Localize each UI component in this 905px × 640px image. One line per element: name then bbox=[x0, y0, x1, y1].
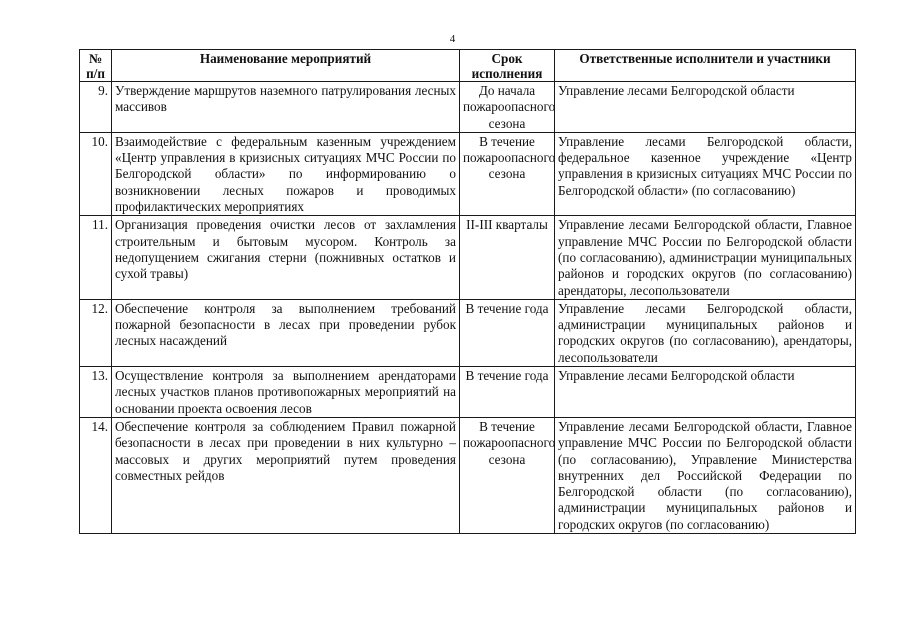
header-number: № п/п bbox=[80, 50, 112, 82]
row-number: 14. bbox=[80, 417, 112, 533]
row-responsible: Управление лесами Белгородской области, Главное управление МЧС России по Белгородской области (по согласованию), Управление Министерства внутренних дел Российской Федерации по Белгородской области (по согласованию), администрации муниципальных районов и городских округов (по согласованию) bbox=[555, 417, 856, 533]
table-row bbox=[80, 299, 856, 366]
row-measure-name: Осуществление контроля за выполнением арендаторами лесных участков планов противопожарных мероприятий на основании проекта освоения лесов bbox=[112, 367, 460, 418]
row-measure-name: Утверждение маршрутов наземного патрулирования лесных массивов bbox=[112, 82, 460, 133]
row-deadline: В течение пожароопасного сезона bbox=[460, 132, 555, 215]
row-responsible: Управление лесами Белгородской области, федеральное казенное учреждение «Центр управления в кризисных ситуациях МЧС России по Белгородской области» (по согласованию) bbox=[555, 132, 856, 215]
header-deadline: Срок исполнения bbox=[460, 50, 555, 82]
row-number: 9. bbox=[80, 82, 112, 133]
row-number: 13. bbox=[80, 367, 112, 418]
row-measure-name: Организация проведения очистки лесов от захламления строительным и бытовым мусором. Контроль за недопущением сжигания стерни (пожнивных остатков и сухой травы) bbox=[112, 216, 460, 299]
table-row bbox=[80, 132, 856, 215]
row-responsible: Управление лесами Белгородской области, администрации муниципальных районов и городских округов (по согласованию), арендаторы, лесопользователи bbox=[555, 299, 856, 366]
table-row bbox=[80, 367, 856, 418]
row-deadline: В течение года bbox=[460, 367, 555, 418]
page-number: 4 bbox=[449, 33, 456, 45]
row-responsible: Управление лесами Белгородской области bbox=[555, 367, 856, 418]
row-responsible: Управление лесами Белгородской области bbox=[555, 82, 856, 133]
row-deadline: II-III кварталы bbox=[460, 216, 555, 299]
row-responsible: Управление лесами Белгородской области, Главное управление МЧС России по Белгородской области (по согласованию), администрации муниципальных районов и городских округов (по согласованию) арендаторы, лесопользователи bbox=[555, 216, 856, 299]
row-measure-name: Взаимодействие с федеральным казенным учреждением «Центр управления в кризисных ситуациях МЧС России по Белгородской области» по информированию о возникновении лесных пожаров и проводимых профилактических мероприятиях bbox=[112, 132, 460, 215]
header-measure-name: Наименование мероприятий bbox=[112, 50, 460, 82]
table-header-row bbox=[80, 50, 856, 82]
row-measure-name: Обеспечение контроля за выполнением требований пожарной безопасности в лесах при проведении рубок лесных насаждений bbox=[112, 299, 460, 366]
measures-table bbox=[79, 49, 856, 534]
row-deadline: До начала пожароопасного сезона bbox=[460, 82, 555, 133]
row-measure-name: Обеспечение контроля за соблюдением Правил пожарной безопасности в лесах при проведении в них культурно – массовых и других мероприятий путем проведения совместных рейдов bbox=[112, 417, 460, 533]
row-number: 12. bbox=[80, 299, 112, 366]
row-deadline: В течение года bbox=[460, 299, 555, 366]
table-row bbox=[80, 216, 856, 299]
table-row bbox=[80, 82, 856, 133]
row-number: 11. bbox=[80, 216, 112, 299]
header-responsible: Ответственные исполнители и участники bbox=[555, 50, 856, 82]
row-deadline: В течение пожароопасного сезона bbox=[460, 417, 555, 533]
row-number: 10. bbox=[80, 132, 112, 215]
table-row bbox=[80, 417, 856, 533]
